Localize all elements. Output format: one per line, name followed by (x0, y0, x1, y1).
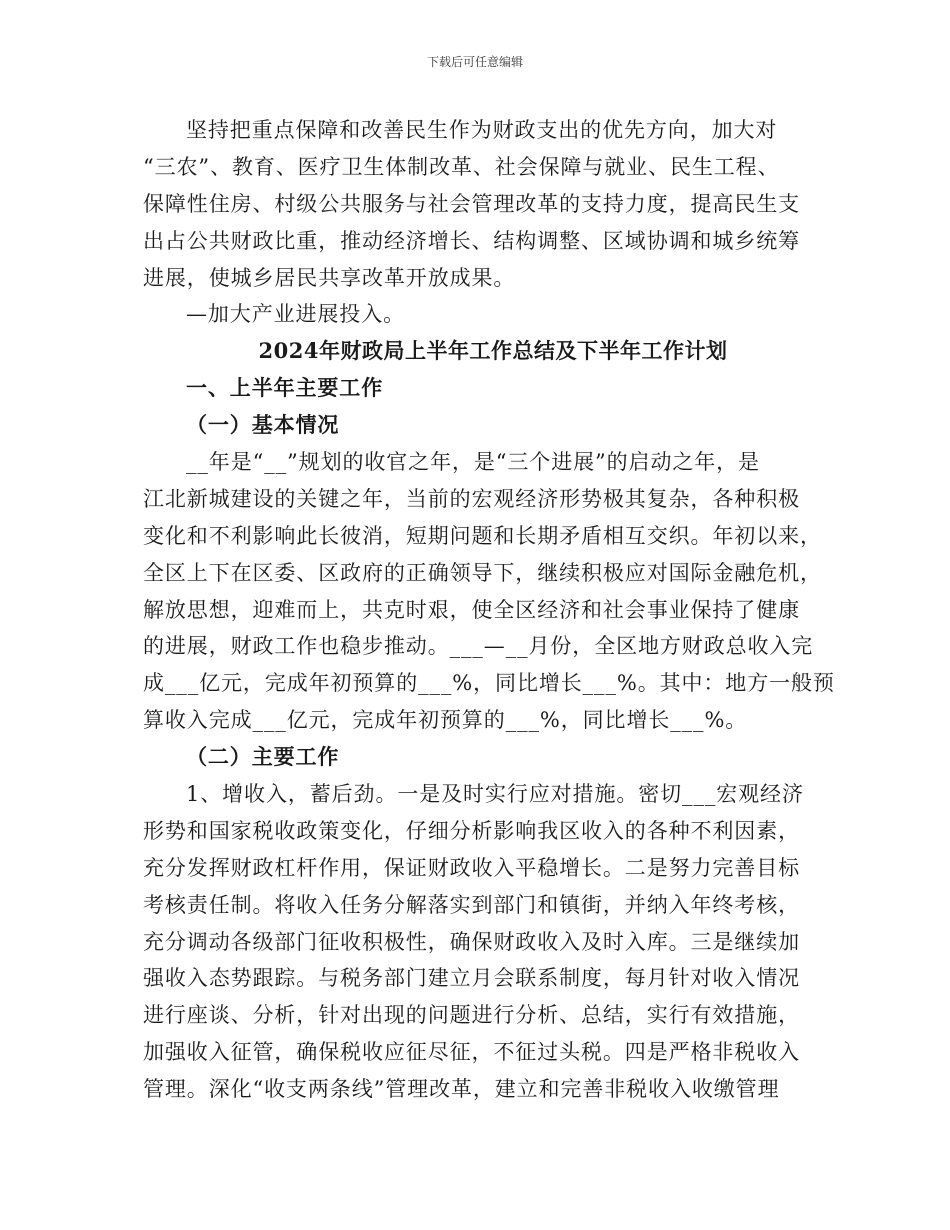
paragraph-line: 的进展，财政工作也稳步推动。___—__月份，全区地方财政总收入完 (143, 634, 814, 659)
paragraph-line: 强收入态势跟踪。与税务部门建立月会联系制度，每月针对收入情况 (143, 966, 800, 991)
paragraph-line: __年是“__”规划的收官之年，是“三个进展”的启动之年，是 (186, 450, 760, 475)
paragraph-line: 考核责任制。将收入任务分解落实到部门和镇街，并纳入年终考核， (143, 892, 800, 917)
paragraph-line: 加强收入征管，确保税收应征尽征，不征过头税。四是严格非税收入 (143, 1040, 800, 1065)
paragraph-line: 进展，使城乡居民共享改革开放成果。 (143, 265, 516, 290)
paragraph-line: “三农”、教育、医疗卫生体制改革、社会保障与就业、民生工程、 (143, 154, 780, 179)
paragraph-line: 江北新城建设的关键之年，当前的宏观经济形势极其复杂，各种积极 (143, 486, 800, 511)
paragraph-line: 保障性住房、村级公共服务与社会管理改革的支持力度，提高民生支 (143, 191, 800, 216)
paragraph-line: 算收入完成___亿元，完成年初预算的___%，同比增长___%。 (143, 708, 748, 733)
paragraph-line: 形势和国家税收政策变化，仔细分析影响我区收入的各种不利因素， (143, 818, 800, 843)
paragraph-line: 成___亿元，完成年初预算的___%，同比增长___%。其中：地方一般预 (143, 671, 835, 696)
paragraph-line: 全区上下在区委、区政府的正确领导下，继续积极应对国际金融危机， (143, 560, 822, 585)
paragraph-line: 进行座谈、分析，针对出现的问题进行分析、总结，实行有效措施， (143, 1003, 800, 1028)
paragraph-line: 充分调动各级部门征收积极性，确保财政收入及时入库。三是继续加 (143, 929, 800, 954)
paragraph-line: 管理。深化“收支两条线”管理改革，建立和完善非税收入收缴管理 (143, 1077, 780, 1102)
subsection-heading: （二）主要工作 (186, 744, 340, 770)
paragraph-line: 坚持把重点保障和改善民生作为财政支出的优先方向，加大对 (186, 118, 778, 142)
paragraph-line: 解放思想，迎难而上，共克时艰，使全区经济和社会事业保持了健康 (143, 597, 800, 622)
paragraph-line: 变化和不利影响此长彼消，短期问题和长期矛盾相互交织。年初以来， (143, 523, 822, 548)
paragraph-line: 出占公共财政比重，推动经济增长、结构调整、区域协调和城乡统筹 (143, 228, 800, 253)
section-heading: 一、上半年主要工作 (186, 375, 384, 401)
paragraph-line: 充分发挥财政杠杆作用，保证财政收入平稳增长。二是努力完善目标 (143, 855, 800, 880)
page-header-note: 下载后可任意编辑 (426, 55, 523, 69)
paragraph-line: 1、增收入，蓄后劲。一是及时实行应对措施。密切___宏观经济 (186, 782, 804, 807)
subsection-heading: （一）基本情况 (186, 412, 340, 438)
document-body (143, 112, 835, 1108)
document-title: 2024年财政局上半年工作总结及下半年工作计划 (258, 338, 728, 364)
paragraph-line: —加大产业进展投入。 (186, 302, 405, 327)
